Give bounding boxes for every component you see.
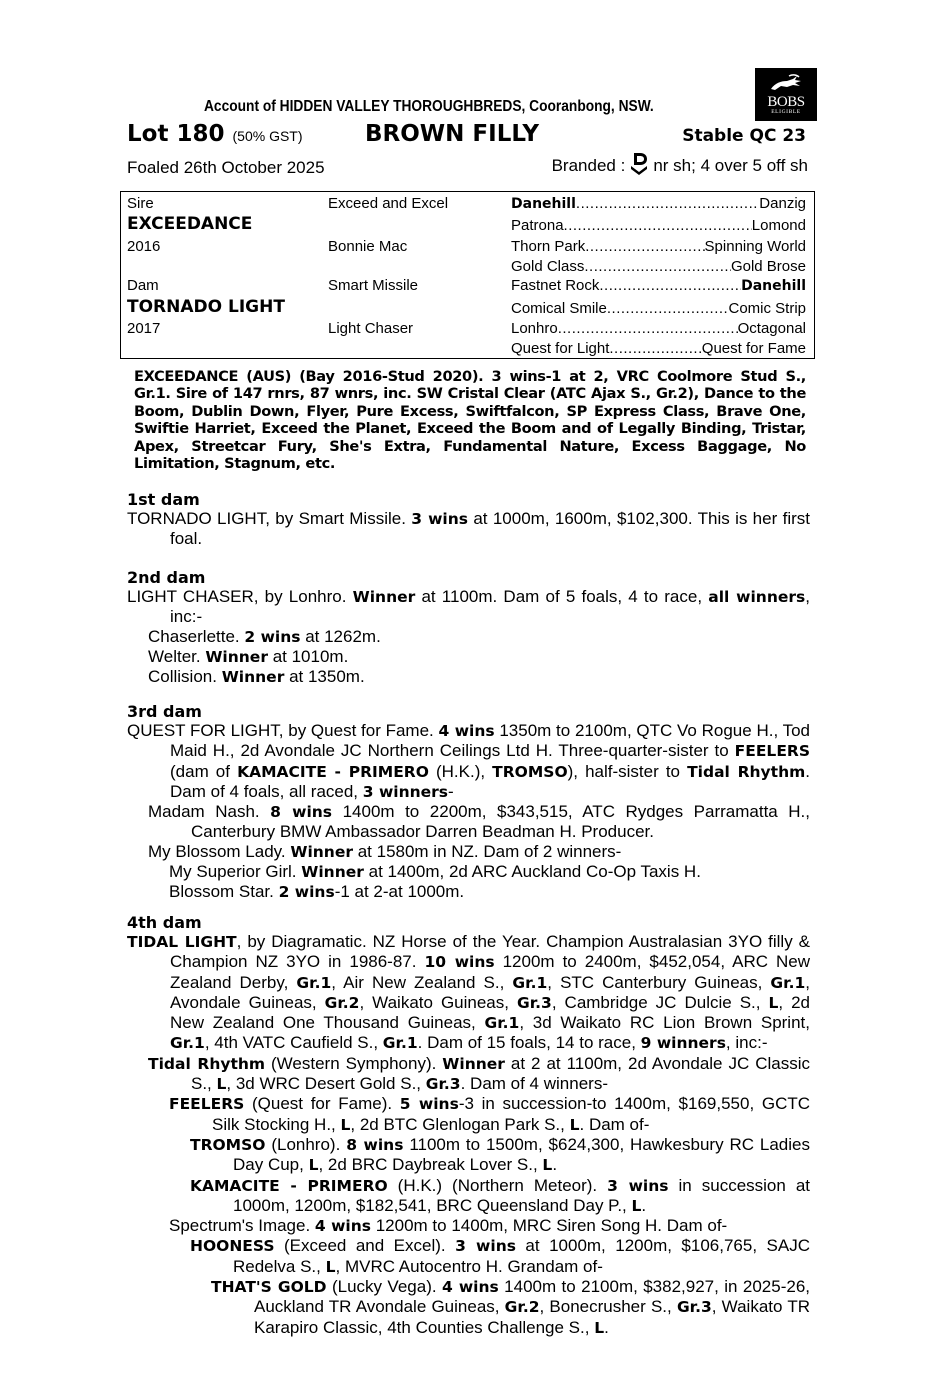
progeny-entry xyxy=(127,667,810,687)
dam-section-2 xyxy=(127,568,810,687)
bold-text: TROMSO xyxy=(492,762,568,781)
dam-section-3 xyxy=(127,702,810,903)
grandparent-right: Spinning World xyxy=(704,238,806,255)
text: Madam Nash. xyxy=(148,802,271,822)
text: at 1010m. xyxy=(267,646,349,666)
branded-label: Branded : xyxy=(551,156,626,175)
bold-text: Tidal Rhythm xyxy=(148,1054,266,1073)
foaled-date: Foaled 26th October 2025 xyxy=(127,158,325,177)
bold-text: L xyxy=(569,1115,580,1134)
text: , inc:- xyxy=(725,1033,768,1053)
text: -1 at 2-at 1000m. xyxy=(334,882,465,902)
lot-header xyxy=(127,121,810,151)
bold-text: 8 wins xyxy=(346,1135,404,1154)
sire-summary: EXCEEDANCE (AUS) (Bay 2016-Stud 2020). 3 wins-1 at 2, VRC Coolmore Stud S., Gr.1. Sire of 147 rnrs, 87 wnrs, inc. SW Cristal Clear (ATC Ajax S., Gr.2), Dance to the Boom, Dublin Down, Flyer, Pure Excess, Swiftfalcon, SP Express Class, Brave One, Swiftie Harriet, Exceed the Planet, Exceed the Boom and of Legally Binding, Tristar, Apex, Streetcar Fury, She's Extra, Fundamental Nature, Excess Baggage, No Limitation, Stagnum, etc. xyxy=(134,368,806,473)
text: (Quest for Fame). xyxy=(244,1094,400,1114)
bold-text: 4 wins xyxy=(438,722,495,740)
bold-text: HOONESS xyxy=(190,1237,275,1256)
dam-heading: 2nd dam xyxy=(127,568,206,587)
bold-text: Gr.1 xyxy=(512,973,548,992)
grandparent-left: Thorn Park xyxy=(511,238,586,255)
dam-heading: 3rd dam xyxy=(127,702,202,721)
grandparent-row xyxy=(511,258,806,276)
text: LIGHT CHASER, by Lonhro. xyxy=(127,587,353,606)
bobs-eligible-logo xyxy=(755,68,817,121)
text: at 1400m, 2d ARC Auckland Co-Op Taxis H. xyxy=(363,862,701,882)
bold-text: Gr.1 xyxy=(296,973,332,992)
text: at 1262m. xyxy=(300,626,381,646)
bold-text: Winner xyxy=(442,1054,505,1073)
text: TORNADO LIGHT, by Smart Missile. xyxy=(127,509,412,528)
bold-text: L xyxy=(325,1257,336,1276)
grandparent-row xyxy=(511,320,806,338)
text: , Bonecrusher S., xyxy=(539,1297,677,1317)
text: 1200m to 1400m, MRC Siren Song H. Dam of- xyxy=(371,1216,728,1236)
text: , Waikato Guineas, xyxy=(359,992,517,1012)
sire-year: 2016 xyxy=(127,238,161,255)
text: Collision. xyxy=(148,667,222,687)
bold-text: L xyxy=(340,1115,351,1134)
bold-text: L xyxy=(216,1075,227,1094)
bold-text: THAT'S GOLD xyxy=(211,1278,327,1297)
bold-text: 4 wins xyxy=(314,1217,371,1236)
text: 1350m to 2100m, QTC Vo Rogue H., Tod Maid H., 2d Avondale JC Northern Ceilings Ltd H. Three-quarter-sister to xyxy=(170,721,811,761)
text: at 1580m in NZ. Dam of 2 winners- xyxy=(352,841,622,861)
stable-location: Stable QC 23 xyxy=(682,126,806,146)
text: Welter. xyxy=(148,646,206,666)
progeny-entry xyxy=(127,1176,810,1217)
text: 1400m to 2200m, $343,515, ATC Rydges Parramatta H., Canterbury BMW Ambassador Darren Beadman H. Producer. xyxy=(191,802,811,842)
progeny-entry xyxy=(127,882,810,902)
progeny-entry xyxy=(127,1094,810,1135)
text: ), half-sister to xyxy=(567,761,688,781)
bold-text: Gr.3 xyxy=(676,1298,712,1317)
grandparent-row xyxy=(511,238,806,256)
text: (Lucky Vega). xyxy=(326,1277,442,1297)
grandparent-left: Lonhro xyxy=(511,320,558,337)
progeny-entry xyxy=(127,862,810,882)
bold-text: Gr.1 xyxy=(382,1034,418,1053)
bold-text: 4 wins xyxy=(441,1278,499,1297)
grandparent-right: Octagonal xyxy=(737,320,806,337)
text: QUEST FOR LIGHT, by Quest for Fame. xyxy=(127,721,439,740)
bold-text: L xyxy=(308,1156,319,1175)
grandparent-row xyxy=(511,195,806,213)
text: (Exceed and Excel). xyxy=(274,1236,456,1256)
grandparent-right: Quest for Fame xyxy=(701,340,806,357)
progeny-entry xyxy=(127,1236,810,1277)
sire-label: Sire xyxy=(127,195,154,212)
grandparent-row xyxy=(511,277,806,295)
text: in succession at 1000m, 1200m, $182,541, BRC Queensland Day P., xyxy=(233,1175,811,1215)
text: My Superior Girl. xyxy=(169,862,302,882)
granddam-sire: Danzig xyxy=(759,195,806,212)
progeny-entry xyxy=(127,1277,810,1338)
grandparent-right: Lomond xyxy=(751,217,806,234)
text: . Dam of 15 foals, 14 to race, xyxy=(417,1033,641,1053)
text: at 1000m, 1600m, $102,300. This is her first foal. xyxy=(170,509,810,549)
bold-text: FEELERS xyxy=(734,742,810,761)
text: . xyxy=(552,1155,558,1175)
dam-dam: Light Chaser xyxy=(328,320,414,337)
bold-text: Winner xyxy=(301,863,364,882)
dam-entry xyxy=(127,509,810,549)
text: . xyxy=(641,1195,647,1215)
bold-text: 9 winners xyxy=(640,1034,726,1053)
bold-text: KAMACITE - PRIMERO xyxy=(190,1176,388,1195)
grandparent-left: Quest for Light xyxy=(511,340,610,357)
text: , by Diagramatic. NZ Horse of the Year. Champion Australasian 3YO filly & Champion NZ 3YO in 1986-87. xyxy=(170,932,810,972)
bold-text: Gr.1 xyxy=(484,1014,520,1033)
dam-entry xyxy=(127,932,810,1054)
dam-year: 2017 xyxy=(127,320,161,337)
text: , 2d BTC Glenlogan Park S., xyxy=(350,1114,570,1134)
grandparent-left: Gold Class xyxy=(511,258,585,275)
text: - xyxy=(448,781,454,801)
dam-sire: Smart Missile xyxy=(328,277,419,294)
bold-text: Gr.3 xyxy=(425,1075,461,1094)
sex-colour: BROWN FILLY xyxy=(365,121,540,147)
dam-label: Dam xyxy=(127,277,159,294)
grandparent-row xyxy=(511,340,806,358)
dam-entry xyxy=(127,587,810,627)
text: . Dam of- xyxy=(579,1114,650,1134)
bold-text: L xyxy=(631,1196,642,1215)
text: , 3d Waikato RC Lion Brown Sprint, xyxy=(519,1013,810,1033)
text: , 3d WRC Desert Gold S., xyxy=(226,1074,426,1094)
sire-dam: Bonnie Mac xyxy=(328,238,408,255)
bold-text: TIDAL LIGHT xyxy=(127,933,237,951)
brand-info xyxy=(552,152,808,176)
text: . Dam of 4 foals, all raced, xyxy=(170,761,810,801)
dam-heading: 4th dam xyxy=(127,913,202,932)
text: , Waikato TR Karapiro Classic, 4th Counties Challenge S., xyxy=(254,1297,810,1337)
gst-note: (50% GST) xyxy=(232,128,303,144)
bold-text: Winner xyxy=(290,842,353,861)
text: , 2d BRC Daybreak Lover S., xyxy=(318,1155,543,1175)
text: My Blossom Lady. xyxy=(148,841,291,861)
grandparent-left: Fastnet Rock xyxy=(511,277,600,294)
text: (H.K.), xyxy=(428,761,493,781)
sire-sire: Exceed and Excel xyxy=(328,195,449,212)
bold-text: L xyxy=(542,1156,553,1175)
bold-text: FEELERS xyxy=(169,1095,245,1114)
text: Spectrum's Image. xyxy=(169,1216,315,1236)
bold-text: 2 wins xyxy=(278,883,335,902)
grandparent-row xyxy=(511,217,806,235)
text: , STC Canterbury Guineas, xyxy=(547,972,771,992)
bold-text: 3 wins xyxy=(455,1237,516,1256)
bold-text: L xyxy=(768,993,779,1012)
progeny-entry xyxy=(127,802,810,842)
bold-text: Winner xyxy=(205,647,268,666)
dam-section-4 xyxy=(127,913,810,1338)
progeny-entry xyxy=(127,647,810,667)
bold-text: Winner xyxy=(352,588,416,606)
text: (H.K.) (Northern Meteor). xyxy=(387,1175,608,1195)
bold-text: L xyxy=(594,1318,605,1337)
bold-text: 3 wins xyxy=(411,510,468,528)
text: , Air New Zealand S., xyxy=(331,972,513,992)
lot-label: Lot 180 xyxy=(127,121,225,147)
text: . xyxy=(604,1317,609,1337)
text: . Dam of 4 winners- xyxy=(460,1074,608,1094)
bold-text: KAMACITE - PRIMERO xyxy=(237,762,429,781)
text: (dam of xyxy=(170,761,238,781)
grandparent-right: Comic Strip xyxy=(728,300,806,317)
bold-text: 3 wins xyxy=(607,1176,669,1195)
text: at 1350m. xyxy=(284,667,365,687)
text: , Avondale Guineas, xyxy=(170,972,810,1012)
bold-text: TROMSO xyxy=(190,1135,266,1154)
logo-bobs-text: BOBS xyxy=(767,94,805,110)
bold-text: 2 wins xyxy=(244,627,301,646)
bold-text: Winner xyxy=(221,668,285,687)
bold-text: 5 wins xyxy=(399,1095,459,1114)
text: (Lonhro). xyxy=(265,1134,347,1154)
grandsire: Danehill xyxy=(511,196,576,212)
text: (Western Symphony). xyxy=(265,1053,443,1073)
text: at 1000m, 1200m, $106,765, SAJC Redelva S., xyxy=(233,1236,810,1276)
progeny-entry xyxy=(127,627,810,647)
bold-text: Gr.2 xyxy=(504,1298,540,1317)
bold-text: 8 wins xyxy=(270,803,333,822)
text: 1400m to 2100m, $382,927, in 2025-26, Auckland TR Avondale Guineas, xyxy=(254,1277,811,1317)
bold-text: all winners xyxy=(708,588,806,606)
text: -3 in succession-to 1400m, $169,550, GCTC Silk Stocking H., xyxy=(212,1094,811,1134)
text: at 2 at 1100m, 2d Avondale JC Classic S., xyxy=(191,1053,810,1094)
grandparent-row xyxy=(511,300,806,318)
text: , 2d New Zealand One Thousand Guineas, xyxy=(170,992,810,1033)
text: 1200m to 2400m, $452,054, ARC New Zealand Derby, xyxy=(170,952,811,992)
text: , Cambridge JC Dulcie S., xyxy=(551,992,769,1012)
grandparent-left: Comical Smile xyxy=(511,300,607,317)
bold-text: Gr.1 xyxy=(770,973,806,992)
text: 1100m to 1500m, $624,300, Hawkesbury RC Ladies Day Cup, xyxy=(233,1134,810,1175)
branded-text: nr sh; 4 over 5 off sh xyxy=(653,156,808,175)
logo-eligible-text: ELIGIBLE xyxy=(771,109,801,115)
text: , MVRC Autocentro H. Grandam of- xyxy=(335,1256,603,1276)
bold-text: Gr.2 xyxy=(324,993,360,1012)
grandparent-right: Danehill xyxy=(741,278,806,294)
sire-name: EXCEEDANCE xyxy=(127,214,253,234)
dam-section-1 xyxy=(127,490,810,549)
text: at 1100m. Dam of 5 foals, 4 to race, xyxy=(415,587,709,606)
text: , 4th VATC Caufield S., xyxy=(204,1033,383,1053)
dam-name: TORNADO LIGHT xyxy=(127,297,285,317)
progeny-entry xyxy=(127,842,810,862)
text: Chaserlette. xyxy=(148,626,245,646)
horse-head-icon xyxy=(767,74,805,94)
progeny-entry xyxy=(127,1054,810,1095)
grandparent-left: Patrona xyxy=(511,217,564,234)
d-over-chevron-brand-icon xyxy=(629,152,649,176)
progeny-entry xyxy=(127,1135,810,1176)
vendor-account: Account of HIDDEN VALLEY THOROUGHBREDS, Cooranbong, NSW. xyxy=(204,98,654,115)
text: , inc:- xyxy=(170,587,810,627)
dam-entry xyxy=(127,721,810,802)
text: Blossom Star. xyxy=(169,882,279,902)
lot-number xyxy=(127,121,303,147)
bold-text: Gr.3 xyxy=(516,993,552,1012)
pedigree-table xyxy=(120,191,815,359)
bold-text: 10 wins xyxy=(424,953,495,972)
progeny-entry xyxy=(127,1216,810,1236)
bold-text: Tidal Rhythm xyxy=(687,762,806,781)
dam-heading: 1st dam xyxy=(127,490,200,509)
bold-text: Gr.1 xyxy=(170,1034,205,1053)
bold-text: 3 winners xyxy=(362,782,449,801)
grandparent-right: Gold Brose xyxy=(730,258,806,275)
